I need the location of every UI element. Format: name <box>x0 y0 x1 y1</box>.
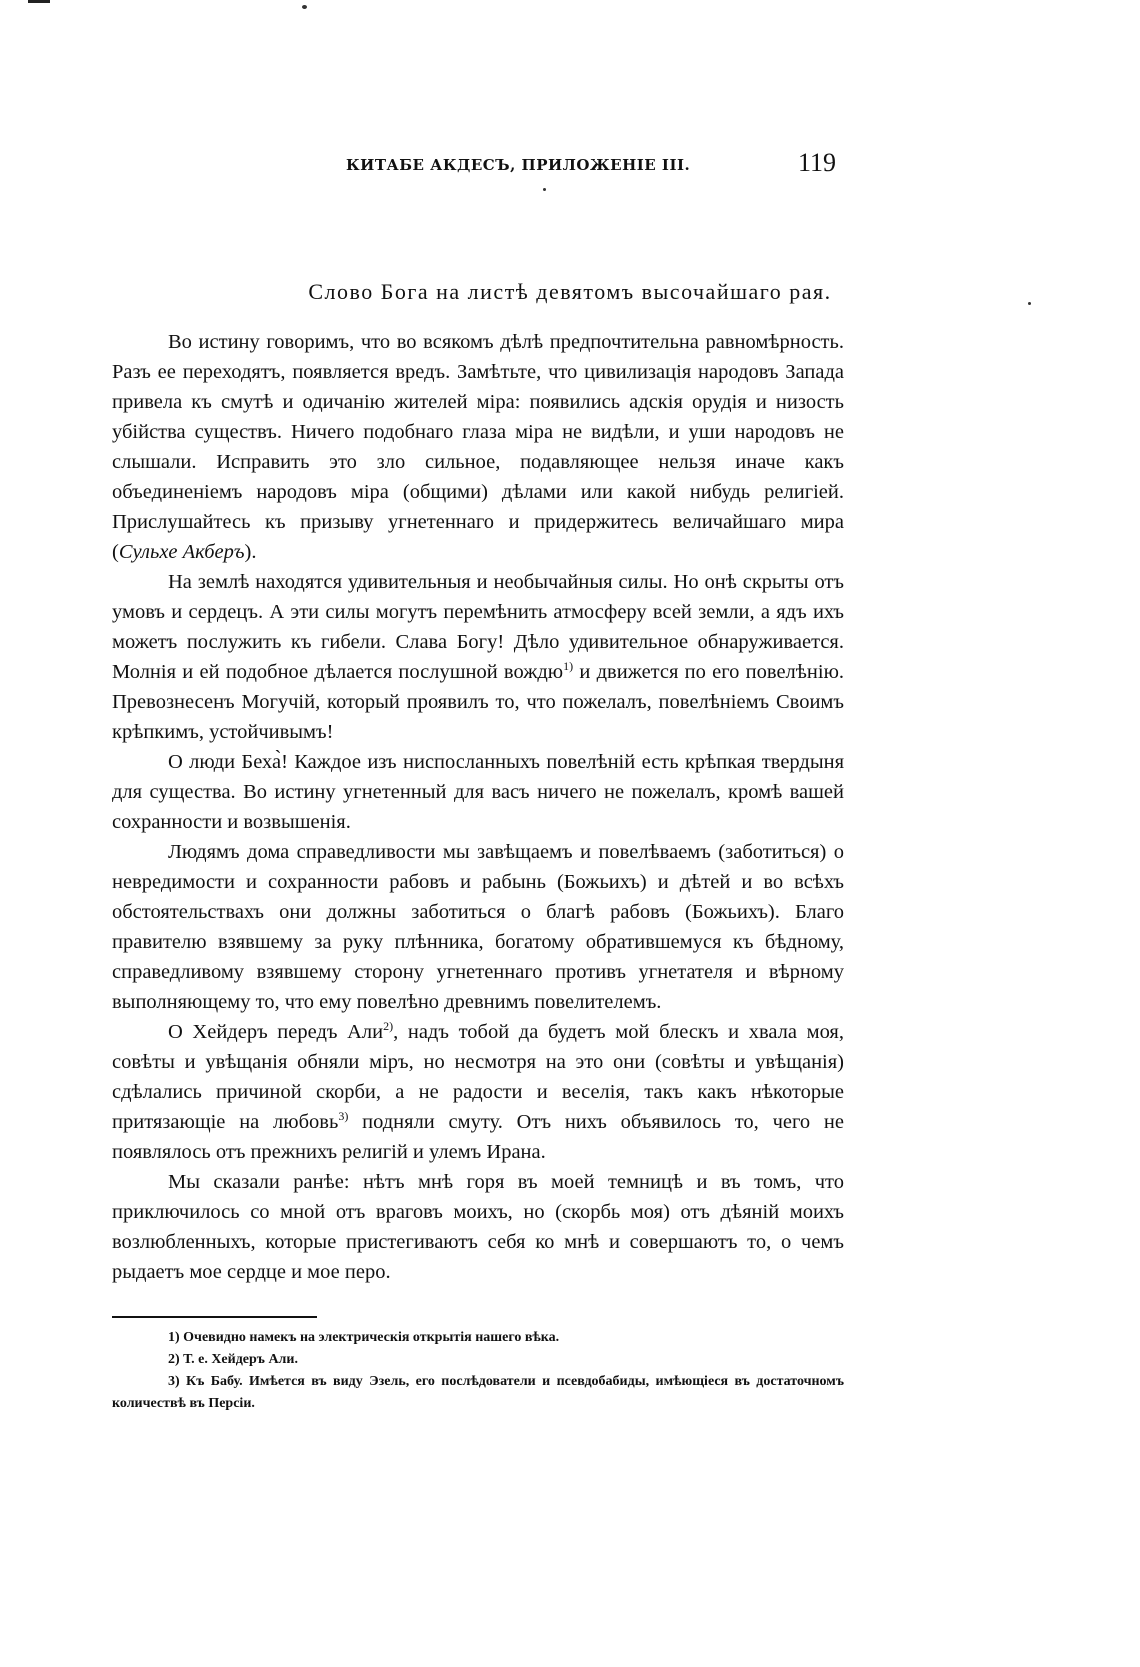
paragraph <box>112 837 844 1017</box>
footnote-divider <box>112 1316 317 1318</box>
paragraph <box>112 327 844 567</box>
paragraph-text: Мы сказали ранѣе: нѣтъ мнѣ горя въ моей темницѣ и въ томъ, что приключилось со мной отъ враговъ моихъ, но (скорбь моя) отъ дѣяній моихъ возлюбленныхъ, которые пристегиваютъ себя ко мнѣ и совершаютъ то, о чемъ рыдаетъ мое сердце и мое перо. <box>112 1171 844 1283</box>
running-head <box>0 148 1140 182</box>
paragraph <box>112 567 844 747</box>
paragraph-text: О люди Беха̀! Каждое изъ ниспосланныхъ повелѣній есть крѣпкая твердыня для существа. Во истину угнетенный для васъ ничего не пожелалъ, кромѣ вашей сохранности и возвышенія. <box>112 751 844 833</box>
page-number: 119 <box>798 148 837 177</box>
scan-speck <box>302 5 307 9</box>
footnote-ref: 2) <box>383 1019 394 1034</box>
paragraph-text: О Хейдеръ передъ Али <box>168 1021 384 1043</box>
running-title: КИТАБЕ АКДЕСЪ, ПРИЛОЖЕНІЕ III. <box>346 156 691 174</box>
paragraph-text: На землѣ находятся удивительныя и необычайныя силы. Но онѣ скрыты отъ умовъ и сердецъ. А эти силы могутъ перемѣнить атмосферу всей земли, а ядъ ихъ можетъ послужить къ гибели. Слава Богу! Дѣло удивительное обнаруживается. Молнія и ей подобное дѣлается послушной вождю <box>112 571 844 683</box>
footnote-ref: 1) <box>563 659 574 674</box>
paragraph-text: подняли смуту. Отъ нихъ объявилось то, чего не появлялось отъ прежнихъ религій и улемъ Ирана. <box>112 1111 844 1163</box>
main-text <box>112 327 844 1287</box>
paragraph-text: , надъ тобой да будетъ мой блескъ и хвала моя, совѣты и увѣщанія обняли міръ, но несмотря на это они (совѣты и увѣщанія) сдѣлались причиной скорби, а не радости и веселія, такъ какъ нѣкоторые притязающіе на любовь <box>112 1021 844 1133</box>
paragraph-text: ). <box>244 541 257 563</box>
paragraph-text: Людямъ дома справедливости мы завѣщаемъ и повелѣваемъ (заботиться) о невредимости и сохранности рабовъ и рабынь (Божьихъ) и дѣтей и во всѣхъ обстоятельствахъ они должны заботиться о благѣ рабовъ (Божьихъ). Благо правителю взявшему за руку плѣнника, богатому обратившемуся къ бѣдному, справедливому взявшему сторону угнетеннаго противъ угнетателя и вѣрному выполняющему то, что ему повелѣно древнимъ повелителемъ. <box>112 841 844 1013</box>
scan-speck <box>543 188 546 191</box>
section-heading: Слово Бога на листѣ девятомъ высочайшаго рая. <box>308 279 832 304</box>
paragraph-text: и движется по его повелѣнію. Превознесенъ Могучій, который проявилъ то, что пожелалъ, повелѣніемъ Своимъ крѣпкимъ, устойчивымъ! <box>112 661 845 743</box>
paragraph <box>112 1167 844 1287</box>
paragraph <box>112 1017 844 1167</box>
paragraph-text: Во истину говоримъ, что во всякомъ дѣлѣ предпочтительна равномѣрность. Разъ ее переходятъ, появляется вредъ. Замѣтьте, что цивилизація народовъ Запада привела къ смутѣ и одичанію жителей міра: появились адскія орудія и низость убійства существъ. Ничего подобнаго глаза міра не видѣли, и уши народовъ не слышали. Исправить это зло сильное, подавляющее нельзя иначе какъ объединеніемъ народовъ міра (общими) дѣлами или какой нибудь религіей. Прислушайтесь къ призыву угнетеннаго и придержитесь величайшаго мира ( <box>112 331 844 563</box>
footnotes <box>112 1327 844 1415</box>
scan-corner-mark <box>28 0 50 3</box>
paragraph <box>112 747 844 837</box>
footnote-ref: 3) <box>338 1109 349 1124</box>
footnote: 2) Т. е. Хейдеръ Али. <box>168 1352 298 1367</box>
footnote: 1) Очевидно намекъ на электрическія открытія нашего вѣка. <box>168 1330 560 1345</box>
footnote: 3) Къ Бабу. Имѣется въ виду Эзель, его послѣдователи и псевдобабиды, имѣющіеся въ достаточномъ количествѣ въ Персіи. <box>112 1374 844 1411</box>
paragraph-italic-term: Сульхе Акберъ <box>118 541 245 563</box>
